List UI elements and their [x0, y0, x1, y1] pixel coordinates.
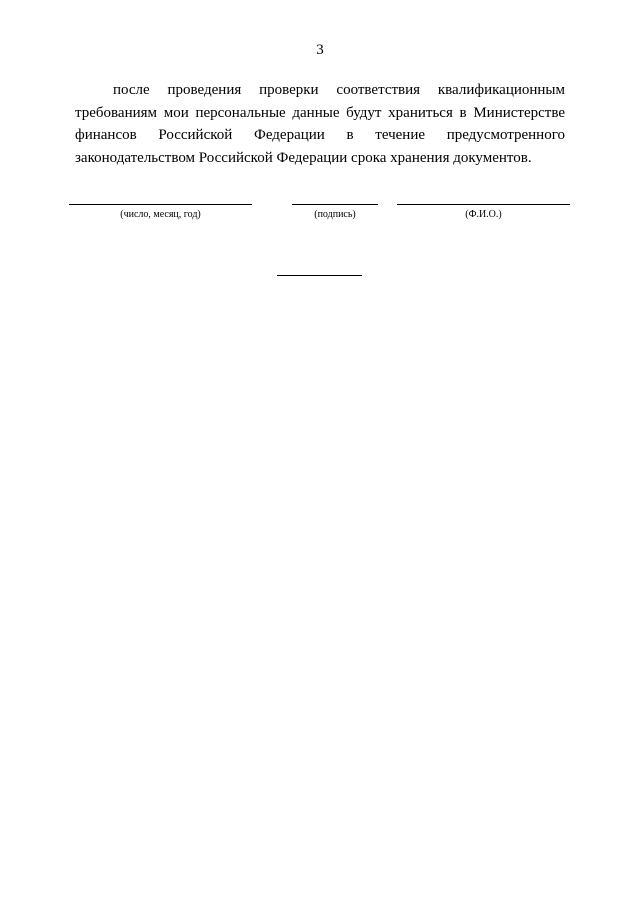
date-caption: (число, месяц, год) — [120, 209, 201, 220]
signature-field[interactable] — [292, 204, 378, 221]
date-field[interactable] — [69, 204, 252, 221]
paragraph-line-1: после проведения проверки соответствия квалификационным — [113, 82, 565, 98]
paragraph-line-2: требованиям мои персональные данные будут храниться в Министерстве — [75, 104, 565, 121]
signature-underline — [292, 204, 378, 205]
signature-caption: (подпись) — [314, 209, 356, 220]
date-underline — [69, 204, 252, 205]
document-end-rule — [277, 275, 362, 276]
paragraph-line-3: финансов Российской Федерации в течение предусмотренного — [75, 127, 565, 143]
full-name-field[interactable] — [397, 204, 570, 221]
full-name-underline — [397, 204, 570, 205]
full-name-caption: (Ф.И.О.) — [465, 209, 502, 220]
page-number: 3 — [316, 42, 324, 58]
paragraph-line-4: законодательством Российской Федерации срока хранения документов. — [75, 149, 532, 166]
consent-paragraph — [75, 79, 565, 169]
